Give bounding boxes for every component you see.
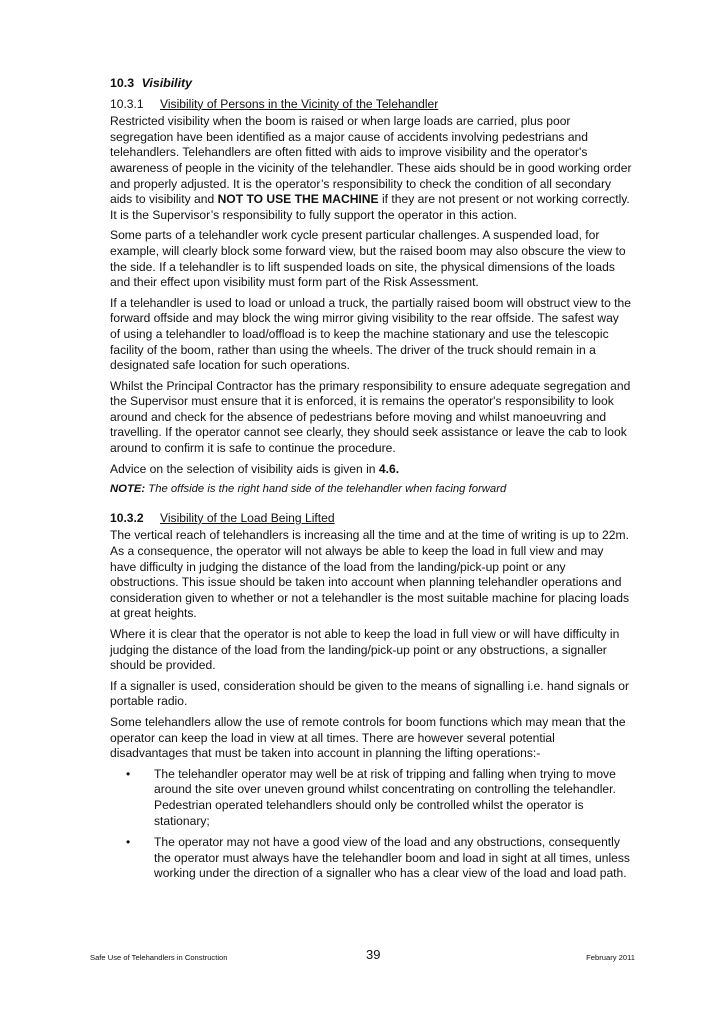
paragraph: [110, 114, 632, 223]
paragraph-text: if they are not present or not working correctly. It is the Supervisor’s responsibility to fully support the operator in this action.: [110, 192, 630, 222]
section-title: Visibility: [141, 76, 193, 90]
subsection-heading-2: [110, 511, 632, 527]
bullet-icon: •: [126, 835, 131, 850]
note-label: NOTE:: [110, 483, 146, 496]
note: [110, 482, 632, 498]
subsection-title-1: Visibility of Persons in the Vicinity of the Telehandler: [160, 96, 439, 111]
paragraph-text: Advice on the selection of visibility aids is given in: [110, 461, 379, 476]
subsection-heading-1: [110, 97, 632, 113]
footer-date: February 2011: [586, 953, 635, 962]
note-text: The offside is the right hand side of the telehandler when facing forward: [145, 483, 507, 496]
bullet-list: [110, 767, 632, 882]
paragraph-text: Restricted visibility when the boom is raised or when large loads are carried, plus poor segregation have been identified as a major cause of accidents involving pedestrians and telehandlers. Telehandlers are often fitted with aids to improve visibility and the operator's awareness of people in the vicinity of the telehandler. These aids should be in good working order and properly adjusted. It is the operator’s responsibility to check the condition of all secondary aids to visibility and: [110, 114, 632, 207]
paragraph: Some telehandlers allow the use of remote controls for boom functions which may mean that the operator can keep the load in view at all times. There are however several potential disadvantages that must be taken into account in planning the lifting operations:-: [110, 714, 626, 761]
page-content: [110, 76, 632, 888]
paragraph: Where it is clear that the operator is not able to keep the load in full view or will have difficulty in judging the distance of the load from the landing/pick-up point or any obstructions, a signaller should be provided.: [110, 627, 620, 673]
subsection-number-1: 10.3.1: [110, 96, 144, 111]
subsection-number-2: 10.3.2: [110, 510, 144, 525]
emphasis-text: NOT TO USE THE MACHINE: [217, 192, 379, 207]
subsection-title-2: Visibility of the Load Being Lifted: [160, 510, 335, 525]
paragraph: [110, 462, 632, 478]
paragraph: The vertical reach of telehandlers is increasing all the time and at the time of writing is up to 22m. As a consequence, the operator will not always be able to keep the load in full view and may have difficulty in judging the distance of the load from the landing/pick-up point or any obstructions. This issue should be taken into account when planning telehandler operations and consideration given to whether or not a telehandler is the most suitable machine for placing loads at great heights.: [110, 528, 629, 621]
paragraph: If a signaller is used, consideration should be given to the means of signalling i.e. hand signals or portable radio.: [110, 678, 630, 709]
list-item-text: The operator may not have a good view of the load and any obstructions, consequently the operator must always have the telehandler boom and load in sight at all times, unless working under the direction of a signaller who has a clear view of the load and load path.: [154, 835, 630, 881]
list-item-text: The telehandler operator may well be at risk of tripping and falling when trying to move around the site over uneven ground whilst concentrating on controlling the telehandler. Pedestrian operated telehandlers should only be controlled whilst the operator is stationary;: [154, 766, 616, 828]
cross-reference: 4.6.: [378, 461, 400, 476]
section-heading: [110, 76, 632, 92]
list-item: [110, 767, 632, 829]
page-number: 39: [366, 947, 381, 962]
bullet-icon: •: [126, 766, 131, 781]
footer-document-title: Safe Use of Telehandlers in Construction: [90, 953, 228, 962]
paragraph: Some parts of a telehandler work cycle present particular challenges. A suspended load, for example, will clearly block some forward view, but the raised boom may also obscure the view to the side. If a telehandler is to lift suspended loads on site, the physical dimensions of the loads and their effect upon visibility must form part of the Risk Assessment.: [110, 228, 626, 290]
paragraph: Whilst the Principal Contractor has the primary responsibility to ensure adequate segregation and the Supervisor must ensure that it is enforced, it is remains the operator's responsibility to look around and check for the absence of pedestrians before moving and whilst manoeuvring and travelling. If the operator cannot see clearly, they should seek assistance or leave the cab to look around to confirm it is safe to continue the procedure.: [110, 378, 631, 456]
list-item: [110, 835, 632, 882]
paragraph: If a telehandler is used to load or unload a truck, the partially raised boom will obstruct view to the forward offside and may block the wing mirror giving visibility to the rear offside. The safest way of using a telehandler to load/offload is to keep the machine stationary and use the telescopic facility of the boom, rather than using the wheels. The driver of the truck should remain in a designated safe location for such operations.: [110, 295, 631, 373]
page-footer: [90, 947, 635, 967]
section-number: 10.3: [110, 76, 135, 90]
